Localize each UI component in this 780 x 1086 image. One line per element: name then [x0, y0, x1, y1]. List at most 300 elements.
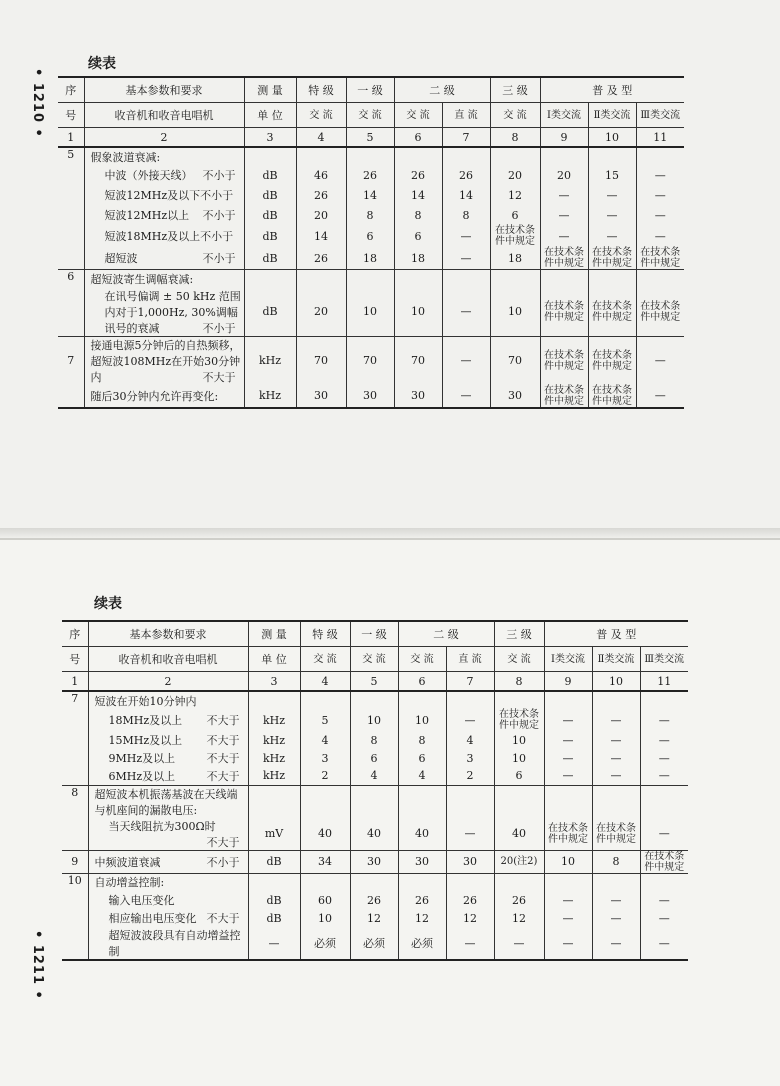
column-number: 9	[540, 128, 588, 148]
column-number: 2	[88, 672, 248, 692]
unit-cell: dB	[244, 165, 296, 185]
unit-cell: kHz	[248, 709, 300, 731]
param-label	[88, 767, 248, 785]
value-cell: 26	[446, 891, 494, 909]
value-cell: 10	[494, 731, 544, 749]
header-current-type: 交 流	[350, 647, 398, 672]
value-cell: 6	[346, 225, 394, 247]
page-fold	[0, 528, 780, 538]
value-cell: 6	[398, 749, 446, 767]
column-number: 11	[636, 128, 684, 148]
param-text: 短波18MHz及以上不小于	[104, 230, 234, 243]
value-cell: 4	[300, 731, 350, 749]
value-cell: 4	[446, 731, 494, 749]
blank-cell	[248, 873, 300, 891]
header-grade: 特 级	[296, 77, 346, 103]
spec-table-bottom	[62, 620, 688, 961]
blank-cell	[244, 270, 296, 288]
param-label	[84, 185, 244, 205]
value-cell: 8	[442, 205, 490, 225]
param-label	[84, 247, 244, 270]
param-label	[88, 850, 248, 873]
value-cell: 8	[394, 205, 442, 225]
value-cell: 26	[350, 891, 398, 909]
blank-cell	[300, 873, 350, 891]
column-number: 4	[296, 128, 346, 148]
column-number: 11	[640, 672, 688, 692]
value-cell: 10	[490, 288, 540, 337]
value-cell: —	[544, 909, 592, 927]
section-title: 超短波本机振荡基波在天线端与机座间的漏散电压:	[88, 785, 248, 818]
blank-cell	[636, 147, 684, 165]
header-param-group: 基本参数和要求	[84, 77, 244, 103]
caption-bottom: 续表	[94, 596, 122, 612]
value-cell: 30	[394, 385, 442, 408]
value-cell: 26	[494, 891, 544, 909]
param-limit: 不大于	[206, 714, 240, 727]
value-cell: 26	[296, 247, 346, 270]
value-cell: —	[592, 909, 640, 927]
value-cell: 30	[350, 850, 398, 873]
value-cell: —	[446, 927, 494, 960]
value-cell: 在技术条件中规定	[588, 336, 636, 385]
value-cell: 10	[300, 909, 350, 927]
value-cell: 40	[350, 818, 398, 851]
header-grade: 普 及 型	[544, 621, 688, 647]
blank-cell	[490, 270, 540, 288]
value-cell: —	[592, 767, 640, 785]
column-number: 1	[62, 672, 88, 692]
header-unit-top: 测 量	[248, 621, 300, 647]
column-number: 4	[300, 672, 350, 692]
value-cell: 3	[300, 749, 350, 767]
blank-cell	[62, 749, 88, 767]
param-limit: 不大于	[206, 769, 240, 783]
header-current-type: 交 流	[296, 103, 346, 128]
param-text: 在讯号偏调 ± 50 kHz 范围内对于1,000Hz, 30%调幅讯号的衰减	[104, 289, 241, 335]
blank-cell	[494, 873, 544, 891]
header-seq-bottom: 号	[58, 103, 84, 128]
header-current-type: 直 流	[442, 103, 490, 128]
column-number: 10	[592, 672, 640, 692]
blank-cell	[394, 147, 442, 165]
blank-cell	[58, 165, 84, 185]
blank-cell	[640, 873, 688, 891]
value-cell: 在技术条件中规定	[592, 818, 640, 851]
value-cell: 10	[350, 709, 398, 731]
value-cell: —	[544, 709, 592, 731]
header-param-sub: 收音机和收音电唱机	[88, 647, 248, 672]
value-cell: —	[540, 185, 588, 205]
value-cell: 2	[446, 767, 494, 785]
param-text: 输入电压变化	[108, 894, 175, 907]
header-current-type: Ⅱ类交流	[592, 647, 640, 672]
value-cell: 8	[592, 850, 640, 873]
section-number: 5	[58, 147, 84, 165]
blank-cell	[58, 247, 84, 270]
param-limit: 不大于	[206, 752, 240, 765]
unit-cell: dB	[244, 185, 296, 205]
header-current-type: 交 流	[300, 647, 350, 672]
param-label	[88, 891, 248, 909]
param-text: 超短波波段具有自动增益控制	[108, 929, 241, 958]
header-current-type: 交 流	[398, 647, 446, 672]
blank-cell	[62, 767, 88, 785]
header-grade: 特 级	[300, 621, 350, 647]
value-cell: 30	[398, 850, 446, 873]
value-cell: —	[442, 247, 490, 270]
blank-cell	[640, 691, 688, 709]
column-number: 5	[350, 672, 398, 692]
value-cell: 18	[490, 247, 540, 270]
value-cell: 4	[398, 767, 446, 785]
value-cell: —	[636, 336, 684, 385]
param-text: 中频波道衰减	[94, 855, 161, 869]
column-number: 8	[490, 128, 540, 148]
blank-cell	[350, 785, 398, 818]
page-number-top: • 1210 •	[30, 68, 45, 138]
value-cell: 在技术条件中规定	[588, 385, 636, 408]
param-label	[84, 225, 244, 247]
blank-cell	[398, 785, 446, 818]
blank-cell	[62, 927, 88, 960]
value-cell: 26	[346, 165, 394, 185]
blank-cell	[62, 909, 88, 927]
section-number: 8	[62, 785, 88, 818]
value-cell: —	[540, 225, 588, 247]
value-cell: 26	[442, 165, 490, 185]
value-cell: 26	[394, 165, 442, 185]
value-cell: 60	[300, 891, 350, 909]
header-unit-bottom: 单 位	[248, 647, 300, 672]
value-cell: —	[640, 909, 688, 927]
param-limit: 不大于	[206, 734, 240, 747]
param-label	[88, 709, 248, 731]
section-number: 6	[58, 270, 84, 288]
value-cell: —	[544, 749, 592, 767]
value-cell: —	[592, 927, 640, 960]
param-text: 9MHz及以上	[108, 752, 176, 765]
unit-cell: kHz	[244, 385, 296, 408]
value-cell: 6	[394, 225, 442, 247]
value-cell: 在技术条件中规定	[636, 288, 684, 337]
value-cell: 10	[494, 749, 544, 767]
value-cell: —	[442, 288, 490, 337]
blank-cell	[446, 785, 494, 818]
header-unit-top: 测 量	[244, 77, 296, 103]
column-number: 3	[248, 672, 300, 692]
section-number: 7	[58, 336, 84, 385]
blank-cell	[62, 731, 88, 749]
value-cell: —	[640, 731, 688, 749]
column-number: 6	[394, 128, 442, 148]
blank-cell	[58, 385, 84, 408]
param-label	[84, 165, 244, 185]
value-cell: 70	[346, 336, 394, 385]
param-limit: 不大于	[206, 912, 240, 925]
column-number: 2	[84, 128, 244, 148]
blank-cell	[442, 270, 490, 288]
value-cell: —	[446, 709, 494, 731]
param-text: 短波12MHz以上	[104, 209, 190, 222]
blank-cell	[494, 691, 544, 709]
value-cell: —	[640, 749, 688, 767]
value-cell: 20	[490, 165, 540, 185]
param-label	[88, 909, 248, 927]
blank-cell	[398, 873, 446, 891]
section-title: 假象波道衰减:	[84, 147, 244, 165]
column-number: 9	[544, 672, 592, 692]
unit-cell: mV	[248, 818, 300, 851]
value-cell: —	[636, 185, 684, 205]
blank-cell	[398, 691, 446, 709]
section-number: 7	[62, 691, 88, 709]
value-cell: 18	[394, 247, 442, 270]
value-cell: 6	[350, 749, 398, 767]
value-cell: 12	[446, 909, 494, 927]
header-current-type: 直 流	[446, 647, 494, 672]
blank-cell	[58, 185, 84, 205]
value-cell: 2	[300, 767, 350, 785]
value-cell: 30	[296, 385, 346, 408]
value-cell: 15	[588, 165, 636, 185]
param-label	[88, 927, 248, 960]
value-cell: —	[592, 749, 640, 767]
param-text: 超短波	[104, 252, 138, 265]
value-cell: —	[540, 205, 588, 225]
blank-cell	[62, 891, 88, 909]
blank-cell	[300, 691, 350, 709]
param-text: 中波（外接天线）	[104, 169, 193, 182]
value-cell: 70	[296, 336, 346, 385]
param-limit: 不小于	[202, 169, 236, 182]
value-cell: 10	[544, 850, 592, 873]
value-cell: —	[636, 385, 684, 408]
value-cell: 4	[350, 767, 398, 785]
param-label	[84, 336, 244, 385]
unit-cell: dB	[244, 288, 296, 337]
param-text: 相应输出电压变化	[108, 912, 197, 925]
section-number: 10	[62, 873, 88, 891]
header-current-type: Ⅲ类交流	[640, 647, 688, 672]
value-cell: 在技术条件中规定	[490, 225, 540, 247]
blank-cell	[296, 147, 346, 165]
value-cell: 30	[490, 385, 540, 408]
blank-cell	[588, 147, 636, 165]
page-number-bottom: • 1211 •	[30, 930, 45, 1000]
column-number: 10	[588, 128, 636, 148]
value-cell: 必须	[300, 927, 350, 960]
param-limit: 不大于	[202, 370, 236, 384]
blank-cell	[640, 785, 688, 818]
section-title: 短波在开始10分钟内	[88, 691, 248, 709]
column-number: 1	[58, 128, 84, 148]
column-number: 7	[442, 128, 490, 148]
unit-cell: dB	[248, 909, 300, 927]
blank-cell	[58, 205, 84, 225]
value-cell: 14	[296, 225, 346, 247]
value-cell: 12	[490, 185, 540, 205]
value-cell: 在技术条件中规定	[540, 385, 588, 408]
blank-cell	[296, 270, 346, 288]
blank-cell	[544, 785, 592, 818]
blank-cell	[494, 785, 544, 818]
blank-cell	[540, 147, 588, 165]
header-current-type: 交 流	[494, 647, 544, 672]
value-cell: 10	[394, 288, 442, 337]
header-current-type: 交 流	[490, 103, 540, 128]
value-cell: 70	[490, 336, 540, 385]
blank-cell	[62, 709, 88, 731]
blank-cell	[244, 147, 296, 165]
header-current-type: 交 流	[394, 103, 442, 128]
value-cell: 70	[394, 336, 442, 385]
value-cell: 在技术条件中规定	[540, 336, 588, 385]
value-cell: 26	[398, 891, 446, 909]
header-current-type: Ⅱ类交流	[588, 103, 636, 128]
unit-cell: kHz	[244, 336, 296, 385]
param-limit: 不小于	[202, 209, 236, 222]
param-label	[88, 749, 248, 767]
param-label	[84, 385, 244, 408]
value-cell: —	[544, 767, 592, 785]
param-limit: 不小于	[202, 321, 236, 335]
header-current-type: 交 流	[346, 103, 394, 128]
section-title: 超短波寄生调幅衰减:	[84, 270, 244, 288]
value-cell: —	[640, 709, 688, 731]
value-cell: —	[592, 709, 640, 731]
value-cell: 40	[300, 818, 350, 851]
param-text: 18MHz及以上	[108, 714, 183, 727]
value-cell: 20(注2)	[494, 850, 544, 873]
value-cell: 12	[494, 909, 544, 927]
value-cell: 3	[446, 749, 494, 767]
value-cell: —	[640, 767, 688, 785]
blank-cell	[588, 270, 636, 288]
value-cell: 5	[300, 709, 350, 731]
value-cell: 20	[296, 205, 346, 225]
param-label	[84, 288, 244, 337]
unit-cell: dB	[248, 891, 300, 909]
unit-cell: —	[248, 927, 300, 960]
column-number: 6	[398, 672, 446, 692]
blank-cell	[346, 270, 394, 288]
value-cell: 10	[346, 288, 394, 337]
unit-cell: kHz	[248, 749, 300, 767]
value-cell: 在技术条件中规定	[636, 247, 684, 270]
value-cell: —	[592, 731, 640, 749]
value-cell: —	[544, 927, 592, 960]
value-cell: 34	[300, 850, 350, 873]
column-number: 5	[346, 128, 394, 148]
header-seq-top: 序	[62, 621, 88, 647]
blank-cell	[592, 873, 640, 891]
blank-cell	[544, 873, 592, 891]
value-cell: 40	[494, 818, 544, 851]
value-cell: 20	[296, 288, 346, 337]
unit-cell: kHz	[248, 731, 300, 749]
value-cell: 12	[350, 909, 398, 927]
blank-cell	[350, 873, 398, 891]
param-text: 随后30分钟内允许再变化:	[90, 389, 219, 403]
value-cell: —	[636, 165, 684, 185]
unit-cell: dB	[244, 247, 296, 270]
param-limit: 不大于	[206, 835, 240, 849]
unit-cell: dB	[244, 225, 296, 247]
param-label	[84, 205, 244, 225]
param-label	[88, 818, 248, 851]
value-cell: 8	[346, 205, 394, 225]
blank-cell	[636, 270, 684, 288]
column-number: 3	[244, 128, 296, 148]
blank-cell	[248, 691, 300, 709]
value-cell: —	[640, 818, 688, 851]
param-text: 当天线阻抗为300Ω时	[108, 819, 216, 833]
blank-cell	[58, 288, 84, 337]
value-cell: 6	[494, 767, 544, 785]
blank-cell	[394, 270, 442, 288]
blank-cell	[248, 785, 300, 818]
column-number: 7	[446, 672, 494, 692]
value-cell: 12	[398, 909, 446, 927]
value-cell: —	[442, 225, 490, 247]
header-param-group: 基本参数和要求	[88, 621, 248, 647]
header-unit-bottom: 单 位	[244, 103, 296, 128]
header-grade: 一 级	[346, 77, 394, 103]
header-grade: 普 及 型	[540, 77, 684, 103]
blank-cell	[592, 691, 640, 709]
value-cell: 必须	[350, 927, 398, 960]
value-cell: 必须	[398, 927, 446, 960]
blank-cell	[446, 873, 494, 891]
value-cell: —	[544, 731, 592, 749]
value-cell: 14	[346, 185, 394, 205]
value-cell: 46	[296, 165, 346, 185]
header-grade: 二 级	[398, 621, 494, 647]
param-text: 短波12MHz及以下不小于	[104, 189, 234, 202]
blank-cell	[446, 691, 494, 709]
value-cell: 在技术条件中规定	[540, 288, 588, 337]
value-cell: 14	[394, 185, 442, 205]
blank-cell	[442, 147, 490, 165]
value-cell: 在技术条件中规定	[640, 850, 688, 873]
header-current-type: Ⅰ类交流	[540, 103, 588, 128]
column-number: 8	[494, 672, 544, 692]
blank-cell	[544, 691, 592, 709]
param-text: 接通电源5分钟后的自热频移，超短波108MHz在开始30分钟内	[90, 338, 241, 384]
value-cell: —	[588, 225, 636, 247]
value-cell: —	[446, 818, 494, 851]
value-cell: 在技术条件中规定	[588, 288, 636, 337]
value-cell: —	[544, 891, 592, 909]
value-cell: 8	[398, 731, 446, 749]
unit-cell: kHz	[248, 767, 300, 785]
header-grade: 三 级	[490, 77, 540, 103]
param-text: 6MHz及以上	[108, 769, 176, 783]
header-grade: 二 级	[394, 77, 490, 103]
value-cell: 18	[346, 247, 394, 270]
blank-cell	[58, 225, 84, 247]
param-limit: 不小于	[202, 252, 236, 265]
header-seq-top: 序	[58, 77, 84, 103]
value-cell: 30	[346, 385, 394, 408]
value-cell: —	[636, 225, 684, 247]
value-cell: 30	[446, 850, 494, 873]
value-cell: 在技术条件中规定	[588, 247, 636, 270]
header-param-sub: 收音机和收音电唱机	[84, 103, 244, 128]
spec-table-top	[58, 76, 684, 409]
section-number: 9	[62, 850, 88, 873]
